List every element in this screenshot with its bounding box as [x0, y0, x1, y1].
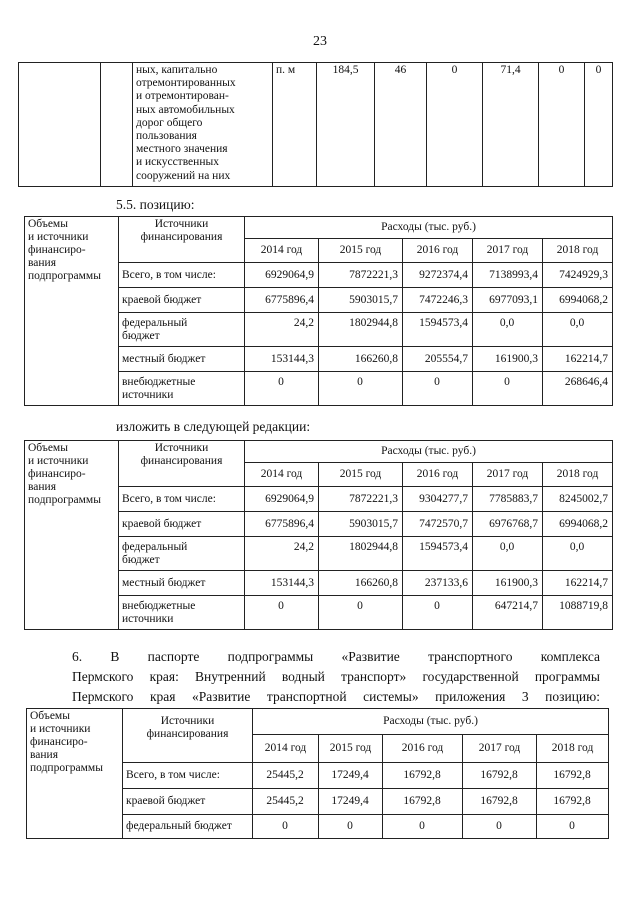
table-row: краевой бюджет 6775896,4 5903015,7 7472570,7 6976768,7 6994068,2 — [25, 512, 613, 537]
page-number: 23 — [313, 34, 327, 49]
paragraph-6-end: Пермского края «Развитие транспортной системы» приложения 3 позицию: — [72, 689, 600, 704]
table-row: Всего, в том числе: 6929064,9 7872221,3 9304277,7 7785883,7 8245002,7 — [25, 487, 613, 512]
year-header: 2017 год — [463, 735, 537, 763]
value-cell: 46 — [375, 63, 427, 187]
year-header: 2014 год — [253, 735, 319, 763]
paragraph-6-cont: Пермского края: Внутренний водный транспорт» государственной программы — [72, 669, 600, 684]
value-cell: 0 — [585, 63, 613, 187]
sources-header: Источники финансирования — [119, 441, 245, 487]
left-label: Объемы и источники финансиро- вания подпрограммы — [25, 217, 119, 406]
value-cell: 184,5 — [317, 63, 375, 187]
table-row: краевой бюджет 6775896,4 5903015,7 7472246,3 6977093,1 6994068,2 — [25, 288, 613, 313]
year-header: 2017 год — [473, 463, 543, 487]
year-header: 2016 год — [403, 463, 473, 487]
expenses-header: Расходы (тыс. руб.) — [245, 217, 613, 239]
section-heading: изложить в следующей редакции: — [116, 419, 311, 434]
value-cell: 0 — [427, 63, 483, 187]
sources-header: Источники финансирования — [123, 709, 253, 763]
unit-cell: п. м — [273, 63, 317, 187]
table-row: краевой бюджет 25445,2 17249,4 16792,8 16792,8 16792,8 — [27, 789, 609, 815]
financing-table-new — [24, 440, 613, 630]
table-row: местный бюджет 153144,3 166260,8 205554,7 161900,3 162214,7 — [25, 347, 613, 372]
table-row: Всего, в том числе: 6929064,9 7872221,3 9272374,4 7138993,4 7424929,3 — [25, 263, 613, 288]
left-label: Объемы и источники финансиро- вания подпрограммы — [25, 441, 119, 630]
year-header: 2018 год — [543, 463, 613, 487]
section-heading: 5.5. позицию: — [116, 197, 195, 212]
year-header: 2015 год — [319, 463, 403, 487]
table-row: федеральный бюджет 0 0 0 0 0 — [27, 815, 609, 839]
sources-header: Источники финансирования — [119, 217, 245, 263]
indicator-name: ных, капитально отремонтированных и отремонтирован- ных автомобильных дорог общего пользования местного значения и искусственных сооружений на них — [133, 63, 273, 187]
year-header: 2018 год — [537, 735, 609, 763]
table-row: внебюджетные источники 0 0 0 647214,7 1088719,8 — [25, 596, 613, 630]
table-row: Всего, в том числе: 25445,2 17249,4 16792,8 16792,8 16792,8 — [27, 763, 609, 789]
expenses-header: Расходы (тыс. руб.) — [245, 441, 613, 463]
paragraph-6: 6. В паспорте подпрограммы «Развитие транспортного комплекса — [72, 649, 600, 664]
expenses-header: Расходы (тыс. руб.) — [253, 709, 609, 735]
left-label: Объемы и источники финансиро- вания подпрограммы — [27, 709, 123, 839]
year-header: 2015 год — [319, 735, 383, 763]
year-header: 2015 год — [319, 239, 403, 263]
financing-table-water — [26, 708, 609, 839]
top-table — [18, 62, 613, 187]
year-header: 2014 год — [245, 463, 319, 487]
year-header: 2016 год — [403, 239, 473, 263]
financing-table-old — [24, 216, 613, 406]
year-header: 2018 год — [543, 239, 613, 263]
year-header: 2014 год — [245, 239, 319, 263]
value-cell: 71,4 — [483, 63, 539, 187]
table-row: федеральный бюджет 24,2 1802944,8 1594573,4 0,0 0,0 — [25, 313, 613, 347]
table-row: местный бюджет 153144,3 166260,8 237133,6 161900,3 162214,7 — [25, 571, 613, 596]
table-row: внебюджетные источники 0 0 0 0 268646,4 — [25, 372, 613, 406]
value-cell: 0 — [539, 63, 585, 187]
year-header: 2017 год — [473, 239, 543, 263]
year-header: 2016 год — [383, 735, 463, 763]
table-row: федеральный бюджет 24,2 1802944,8 1594573,4 0,0 0,0 — [25, 537, 613, 571]
